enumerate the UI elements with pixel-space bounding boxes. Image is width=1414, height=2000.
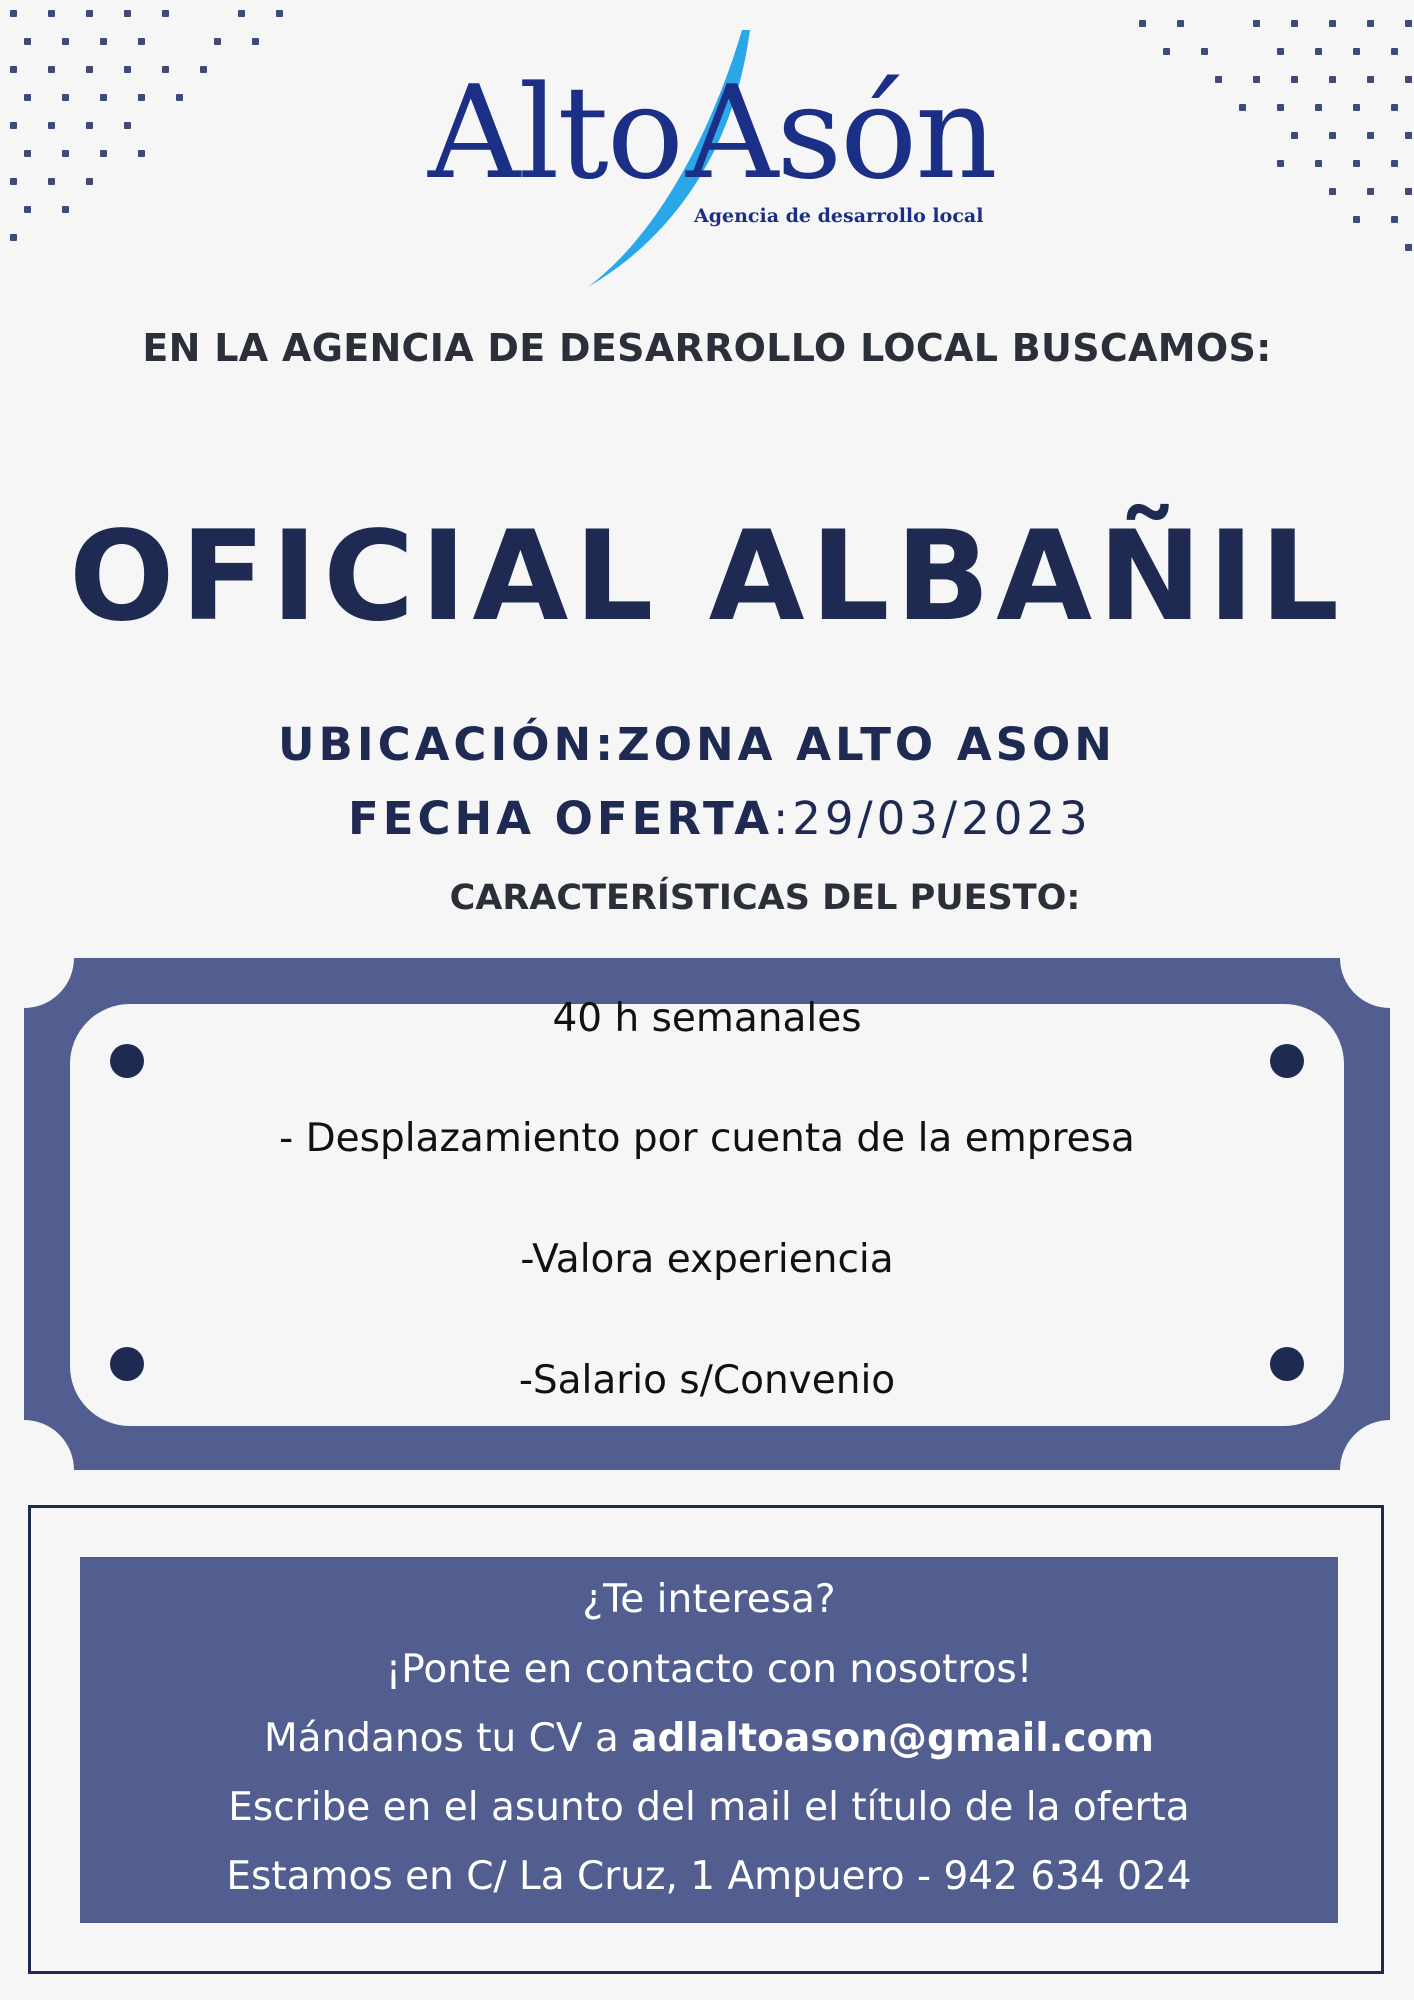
decorative-dot [10, 66, 17, 73]
features-heading: CARACTERÍSTICAS DEL PUESTO: [449, 878, 1081, 918]
decorative-dot [214, 38, 221, 45]
decorative-dot [1139, 20, 1146, 27]
decorative-dot [1239, 104, 1246, 111]
offer-date-label: FECHA OFERTA [348, 792, 774, 845]
logo-name-part2: Asón [686, 59, 996, 208]
decorative-dot [1391, 216, 1398, 223]
decorative-dot [24, 206, 31, 213]
decorative-dot [124, 66, 131, 73]
decorative-dot [176, 94, 183, 101]
decorative-dot [1405, 132, 1412, 139]
contact-email-line [80, 1716, 1338, 1761]
feature-item: -Valora experiencia [520, 1237, 894, 1282]
contact-email-link[interactable]: adlaltoason@gmail.com [631, 1716, 1155, 1761]
decorative-dot [100, 38, 107, 45]
decorative-dot [100, 150, 107, 157]
decorative-dot [1315, 104, 1322, 111]
decorative-dot [48, 10, 55, 17]
offer-date-value: :29/03/2023 [773, 792, 1092, 845]
decorative-dot [124, 10, 131, 17]
decorative-dot [1405, 244, 1412, 251]
decorative-dot [138, 94, 145, 101]
decorative-dot [100, 94, 107, 101]
contact-panel [80, 1557, 1338, 1923]
feature-item: 40 h semanales [552, 996, 862, 1041]
decorative-dot [1163, 48, 1170, 55]
decorative-dot [1253, 76, 1260, 83]
decorative-dot [1329, 188, 1336, 195]
decorative-dot [48, 66, 55, 73]
decorative-dot [138, 150, 145, 157]
decorative-dot [1315, 48, 1322, 55]
job-location: UBICACIÓN:ZONA ALTO ASON [278, 718, 1116, 771]
decorative-dot [1277, 48, 1284, 55]
decorative-dot [124, 122, 131, 129]
decorative-dot [1353, 48, 1360, 55]
brand-logo [420, 25, 1000, 295]
decorative-dot [1405, 188, 1412, 195]
decorative-dot [1405, 20, 1412, 27]
logo-subtitle: Agencia de desarrollo local [694, 205, 984, 227]
decorative-dot [86, 66, 93, 73]
offer-date [348, 792, 1092, 845]
decorative-dot [1329, 20, 1336, 27]
decorative-dot [1353, 160, 1360, 167]
contact-question: ¿Te interesa? [582, 1577, 836, 1622]
decorative-dot [1329, 76, 1336, 83]
decorative-dot [1291, 20, 1298, 27]
decorative-dot [1253, 20, 1260, 27]
decorative-dot [24, 38, 31, 45]
decorative-dot [276, 10, 283, 17]
feature-item: -Salario s/Convenio [518, 1358, 896, 1403]
decorative-dot [1367, 188, 1374, 195]
decorative-dot [10, 10, 17, 17]
decorative-dot [200, 66, 207, 73]
decorative-dot [86, 178, 93, 185]
decorative-dot [138, 38, 145, 45]
decorative-dot [86, 10, 93, 17]
decorative-dot [1277, 104, 1284, 111]
decorative-dot [10, 122, 17, 129]
decorative-dot [1353, 104, 1360, 111]
tagline: EN LA AGENCIA DE DESARROLLO LOCAL BUSCAMOS: [142, 326, 1272, 370]
decorative-dot [1405, 76, 1412, 83]
decorative-dot [1367, 20, 1374, 27]
decorative-dot [62, 94, 69, 101]
decorative-dot [10, 234, 17, 241]
decorative-dot [24, 150, 31, 157]
contact-subject-instruction: Escribe en el asunto del mail el título de la oferta [228, 1785, 1190, 1830]
decorative-dot [1329, 132, 1336, 139]
decorative-dot [162, 66, 169, 73]
decorative-dot [1277, 160, 1284, 167]
decorative-dot [62, 150, 69, 157]
feature-item: - Desplazamiento por cuenta de la empresa [279, 1116, 1135, 1161]
decorative-dot [162, 10, 169, 17]
decorative-dot [1291, 76, 1298, 83]
decorative-dot [1391, 48, 1398, 55]
contact-email-prefix: Mándanos tu CV a [263, 1716, 632, 1761]
decorative-dot [1215, 76, 1222, 83]
decorative-dot [1353, 216, 1360, 223]
decorative-dot [252, 38, 259, 45]
logo-name-part1: Alto [428, 59, 682, 208]
decorative-dot [48, 178, 55, 185]
features-list [70, 992, 1344, 1420]
decorative-dot [48, 122, 55, 129]
decorative-dot [1315, 160, 1322, 167]
decorative-dot [1201, 48, 1208, 55]
decorative-dot [1367, 76, 1374, 83]
decorative-dot [1367, 132, 1374, 139]
decorative-dot [62, 38, 69, 45]
decorative-dot [1291, 132, 1298, 139]
contact-address-phone: Estamos en C/ La Cruz, 1 Ampuero - 942 634 024 [226, 1854, 1192, 1899]
decorative-dot [238, 10, 245, 17]
decorative-dot [62, 206, 69, 213]
decorative-dot [1177, 20, 1184, 27]
decorative-dot [10, 178, 17, 185]
decorative-dot [1391, 104, 1398, 111]
job-title: OFICIAL ALBAÑIL [69, 505, 1345, 649]
decorative-dot [24, 94, 31, 101]
decorative-dot [1391, 160, 1398, 167]
contact-invite: ¡Ponte en contacto con nosotros! [385, 1647, 1033, 1692]
decorative-dot [86, 122, 93, 129]
